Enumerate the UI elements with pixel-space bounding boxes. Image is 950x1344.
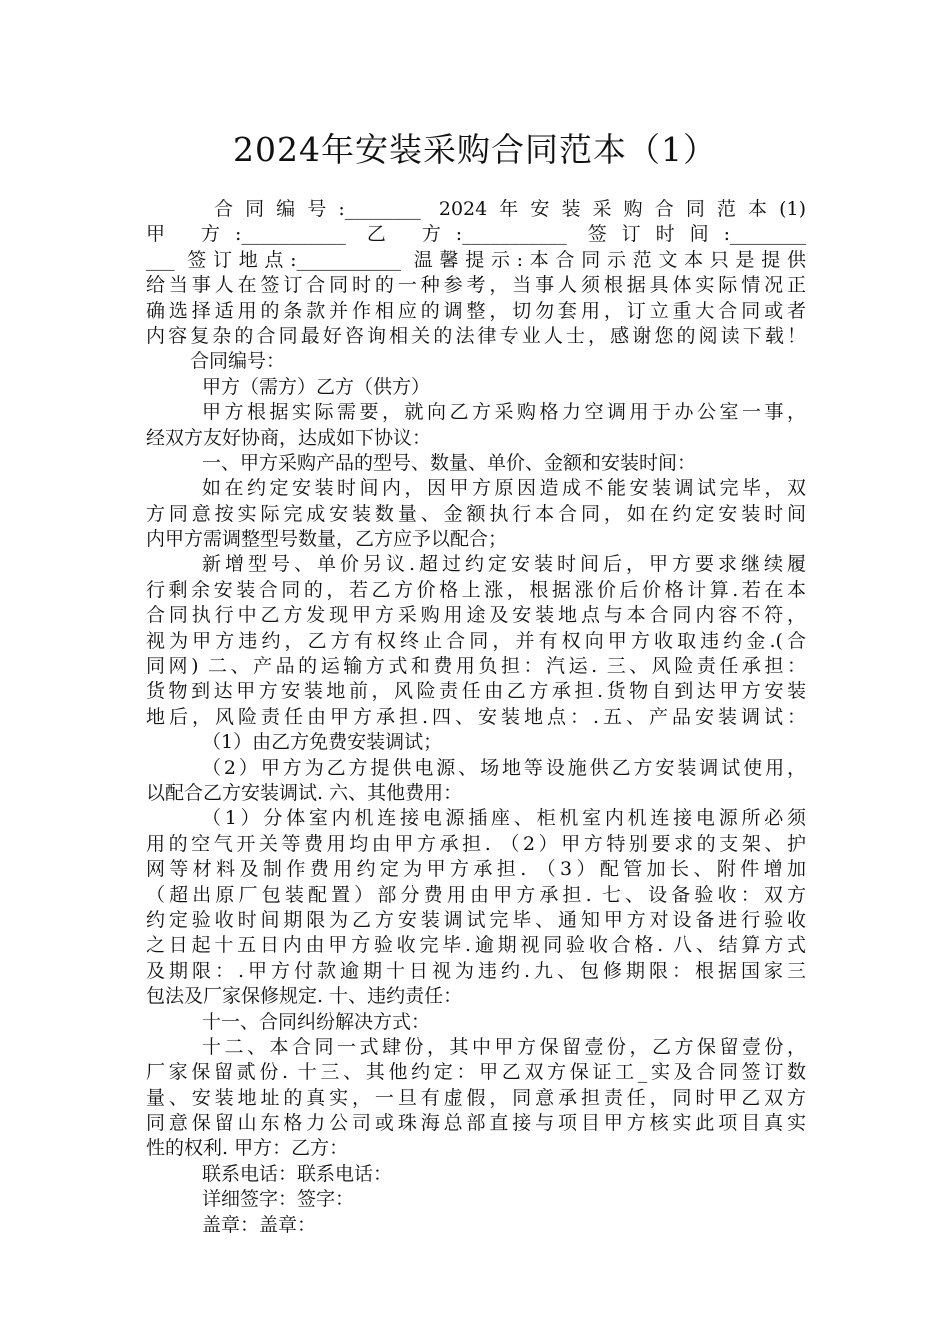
contract-line: 甲方根据实际需要，就向乙方采购格力空调用于办公室一事， <box>202 401 806 424</box>
contract-line: 内甲方需调整型号数量，乙方应予以配合； <box>146 528 508 551</box>
contract-body <box>146 197 806 1238</box>
contract-line: 十一、合同纠纷解决方式： <box>202 1010 431 1033</box>
contract-line: （1）由乙方免费安装调试； <box>202 731 443 754</box>
contract-line: 一、甲方采购产品的型号、数量、单价、金额和安装时间： <box>202 451 697 474</box>
contract-line: 厂家保留贰份. 十三、其他约定：甲乙双方保证工_实及合同签订数 <box>146 1061 806 1084</box>
contract-line: 以配合乙方安装调试. 六、其他费用： <box>146 781 463 804</box>
contract-line: 甲 方:___________ 乙 方:___________ 签订时间:________ <box>146 223 806 246</box>
contract-line: 确选择适用的条款并作相应的调整，切勿套用，订立重大合同或者 <box>146 299 806 322</box>
contract-line: 方同意按实际完成安装数量、金额执行本合同，如在约定安装时间 <box>146 502 806 525</box>
contract-line: ___ 签订地点:___________ 温馨提示:本合同示范文本只是提供 <box>146 248 806 271</box>
contract-line: （2）甲方为乙方提供电源、场地等设施供乙方安装调试使用， <box>202 756 806 779</box>
contract-line: 行剩余安装合同的，若乙方价格上涨，根据涨价后价格计算.若在本 <box>146 578 806 601</box>
contract-line: 合同执行中乙方发现甲方采购用途及安装地点与本合同内容不符， <box>146 604 806 627</box>
contract-line: 经双方友好协商，达成如下协议： <box>146 426 432 449</box>
contract-line: （超出原厂包装配置）部分费用由甲方承担. 七、设备验收：双方 <box>146 883 806 906</box>
contract-line: 网等材料及制作费用约定为甲方承担. （3）配管加长、附件增加 <box>146 858 806 881</box>
contract-line: 合同编号： <box>190 350 286 373</box>
contract-line: 十二、本合同一式肆份，其中甲方保留壹份，乙方保留壹份， <box>202 1035 806 1058</box>
contract-line: 地后，风险责任由甲方承担.四、安装地点：.五、产品安装调试： <box>146 705 806 728</box>
contract-line: 如在约定安装时间内，因甲方原因造成不能安装调试完毕，双 <box>202 477 806 500</box>
contract-line: 货物到达甲方安装地前，风险责任由乙方承担.货物自到达甲方安装 <box>146 680 806 703</box>
contract-line: 联系电话：联系电话： <box>202 1162 393 1185</box>
contract-line: 新增型号、单价另议.超过约定安装时间后，甲方要求继续履 <box>202 553 806 576</box>
contract-line: 量、安装地址的真实，一旦有虚假，同意承担责任，同时甲乙双方 <box>146 1086 806 1109</box>
contract-line: 同意保留山东格力公司或珠海总部直接与项目甲方核实此项目真实 <box>146 1112 806 1135</box>
contract-line: 甲方（需方）乙方（供方） <box>202 375 431 398</box>
contract-line: 同网) 二、产品的运输方式和费用负担：汽运. 三、风险责任承担： <box>146 655 806 678</box>
contract-line: 用的空气开关等费用均由甲方承担. （2）甲方特别要求的支架、护 <box>146 832 806 855</box>
document-title: 2024年安装采购合同范本（1） <box>233 130 717 169</box>
contract-line: 内容复杂的合同最好咨询相关的法律专业人士，感谢您的阅读下载！ <box>146 324 806 347</box>
contract-line: 视为甲方违约，乙方有权终止合同，并有权向甲方收取违约金.(合 <box>146 629 806 652</box>
contract-line: 性的权利. 甲方：乙方： <box>146 1137 349 1160</box>
contract-line: 给当事人在签订合同时的一种参考，当事人须根据具体实际情况正 <box>146 274 806 297</box>
contract-line: 之日起十五日内由甲方验收完毕.逾期视同验收合格. 八、结算方式 <box>146 934 806 957</box>
contract-line: 包法及厂家保修规定. 十、违约责任： <box>146 985 463 1008</box>
contract-line: 及期限：.甲方付款逾期十日视为违约.九、包修期限：根据国家三 <box>146 959 806 982</box>
contract-line: 详细签字：签字： <box>202 1188 355 1211</box>
contract-line: 合同编号:________ 2024年安装采购合同范本(1) <box>214 198 806 220</box>
contract-line: 盖章：盖章： <box>202 1213 317 1236</box>
contract-line: 约定验收时间期限为乙方安装调试完毕、通知甲方对设备进行验收 <box>146 908 806 931</box>
contract-line: （1）分体室内机连接电源插座、柜机室内机连接电源所必须 <box>202 807 806 830</box>
